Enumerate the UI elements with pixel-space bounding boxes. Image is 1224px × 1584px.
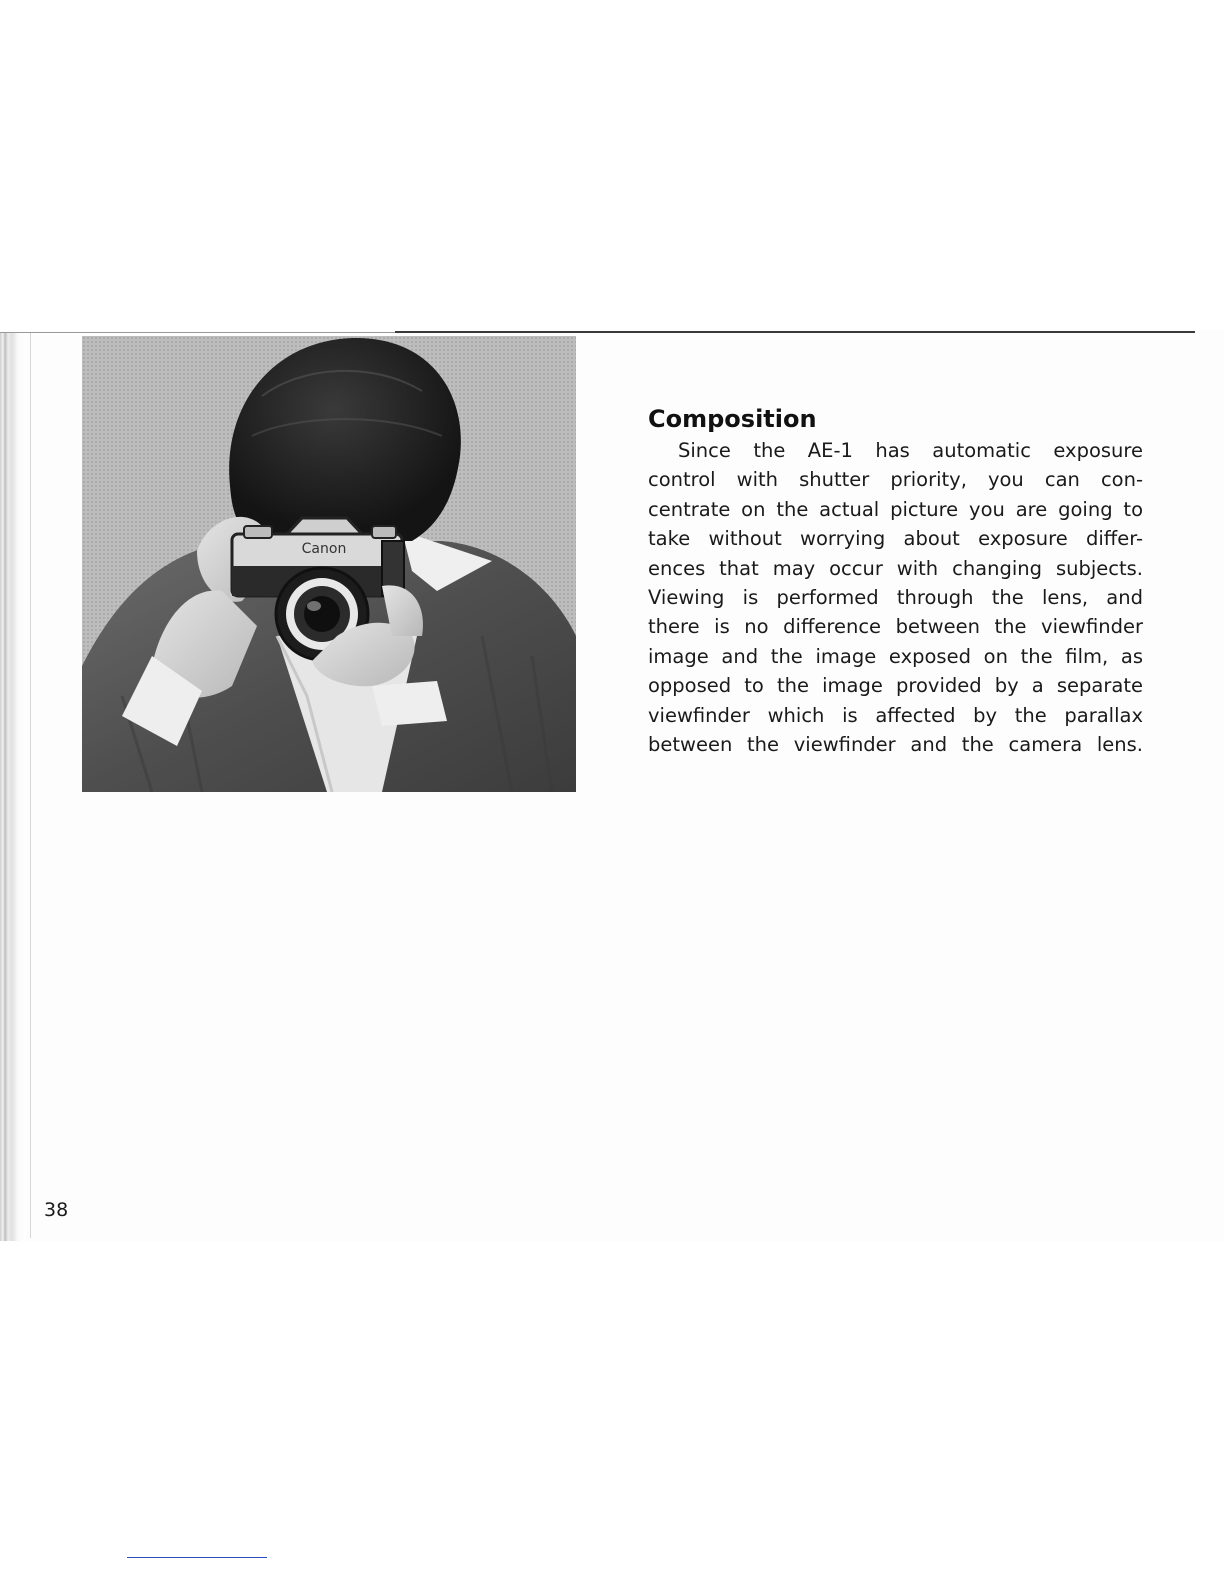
- body-line: Since the AE-1 has automatic exposure: [678, 439, 1143, 462]
- page-number: 38: [44, 1199, 69, 1221]
- body-line: ences that may occur with changing subjects.: [648, 556, 1143, 580]
- page-binding-shadow: [0, 333, 26, 1241]
- body-line: viewfinder which is affected by the parallax: [648, 703, 1143, 727]
- body-line: centrate on the actual picture you are going to: [648, 497, 1143, 521]
- composition-section: [648, 404, 1143, 759]
- bottom-link-underline: [127, 1557, 267, 1558]
- top-rule-left: [0, 332, 395, 333]
- top-rule: [395, 331, 1195, 333]
- section-heading: Composition: [648, 405, 817, 433]
- camera-brand-text: Canon: [301, 541, 347, 557]
- photo-person-with-camera: [82, 336, 576, 792]
- body-line: there is no difference between the viewfinder: [648, 615, 1143, 639]
- binding-line: [30, 333, 31, 1238]
- body-line: image and the image exposed on the film, as: [648, 644, 1143, 668]
- body-line: opposed to the image provided by a separate: [648, 674, 1143, 698]
- body-line: take without worrying about exposure differ-: [648, 527, 1143, 551]
- body-line: between the viewfinder and the camera lens.: [648, 733, 1143, 757]
- body-line: control with shutter priority, you can con-: [648, 468, 1143, 492]
- body-line: Viewing is performed through the lens, and: [648, 586, 1143, 610]
